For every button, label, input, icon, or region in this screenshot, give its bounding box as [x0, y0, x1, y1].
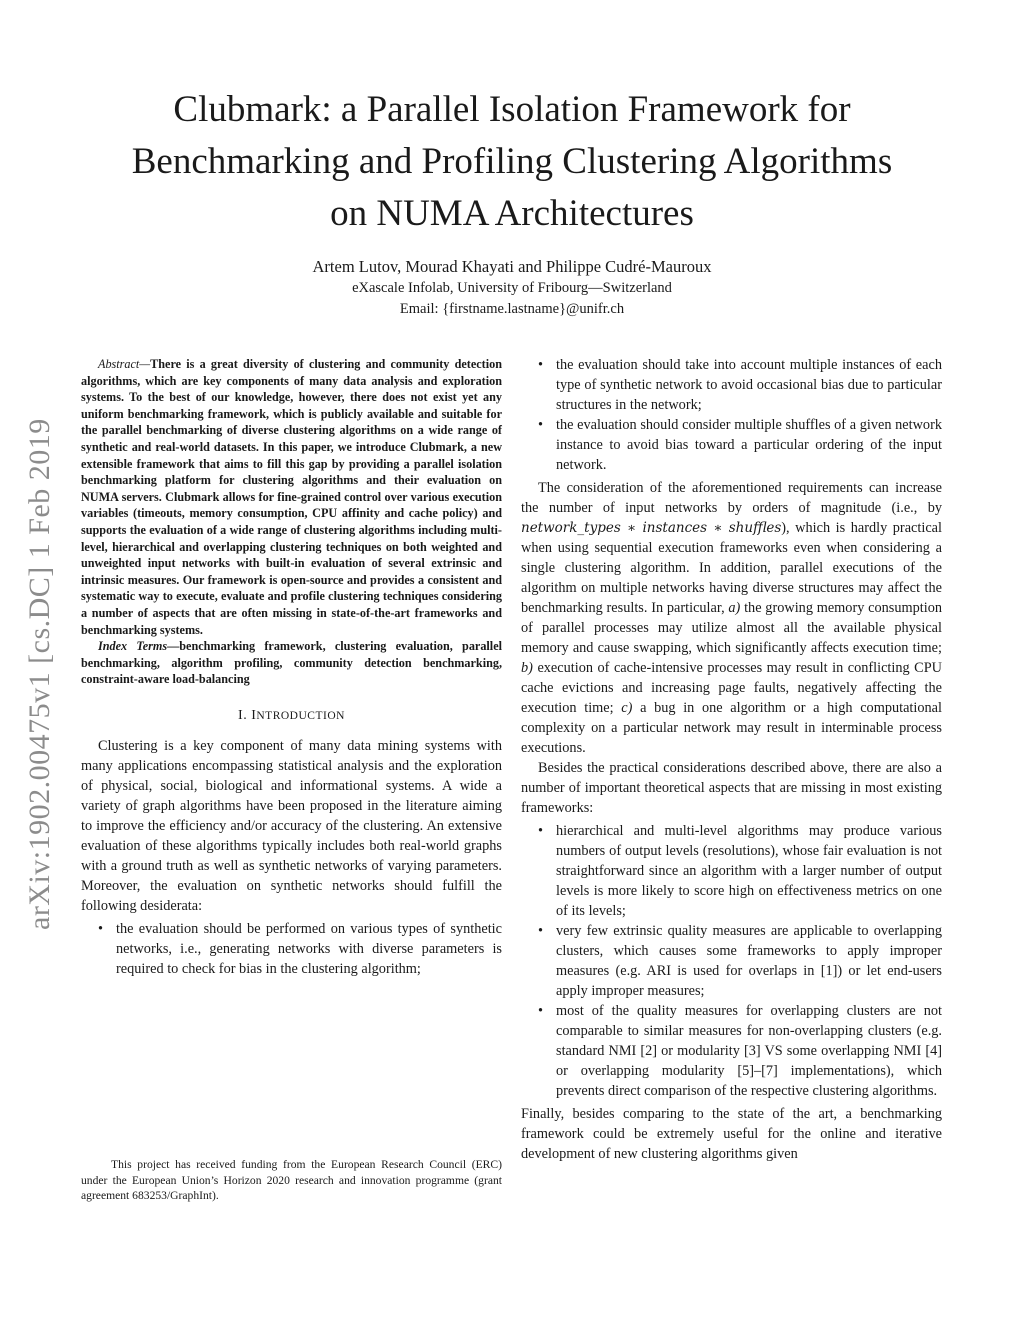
enum-a: a): [728, 600, 741, 616]
abstract-label: Abstract—: [98, 357, 151, 371]
enum-b: b): [521, 660, 533, 676]
title-line-1: Clubmark: a Parallel Isolation Framework for: [173, 89, 851, 130]
math-expression: network_types ∗ instances ∗ shuffles: [521, 520, 782, 536]
paragraph-finally: Finally, besides comparing to the state of the art, a benchmarking framework could be extremely useful for the online and iterative development of new clustering algorithms given: [521, 1106, 942, 1162]
paper-title: [60, 84, 964, 240]
author-list: Artem Lutov, Mourad Khayati and Philippe Cudré-Mauroux: [312, 257, 712, 276]
section-number: I. I: [238, 707, 257, 723]
index-terms-text: —benchmarking framework, clustering evaluation, parallel benchmarking, algorithm profiling, community detection benchmarking, constraint-aware load-balancing: [81, 639, 502, 687]
abstract: [81, 356, 502, 638]
index-terms: [81, 638, 502, 688]
section-heading-introduction: [81, 706, 502, 726]
desiderata-list-right: [521, 355, 942, 475]
list-item: • very few extrinsic quality measures are applicable to overlapping clusters, which causes some frameworks to apply improper measures (e.g. ARI is used for overlaps in [1]) or let end-users apply improper measures;: [556, 921, 942, 1001]
intro-paragraph-1: Clustering is a key component of many data mining systems with many applications encompassing statistical analysis and the exploration of physical, social, biological and informational systems. A wide a variety of graph algorithms have been proposed in the literature aiming to improve the efficiency and/or accuracy of the clustering. An extensive evaluation of these algorithms typically includes both real-world graphs with a ground truth as well as synthetic networks of varying parameters. Moreover, the evaluation on synthetic networks should fulfill the following desiderata:: [81, 737, 502, 914]
text-run: The consideration of the aforementioned requirements can increase the number of input networks by orders of magnitude (i.e., by: [521, 480, 942, 516]
index-terms-label: Index Terms: [98, 639, 168, 654]
list-item: • hierarchical and multi-level algorithms may produce various numbers of output levels (resolutions), whose fair evaluation is not straightforward since an algorithm with a larger number of output levels is more likely to score high on effectiveness metrics on one of its levels;: [556, 821, 942, 921]
arxiv-stamp: arXiv:1902.00475v1 [cs.DC] 1 Feb 2019: [23, 418, 56, 930]
aspects-list: [521, 821, 942, 1101]
desiderata-list-left: [81, 919, 502, 979]
paragraph-theoretical: Besides the practical considerations described above, there are also a number of important theoretical aspects that are missing in most existing frameworks:: [521, 760, 942, 816]
funding-footnote: [81, 1157, 502, 1204]
text-run: ), which is hardly practical when using sequential execution frameworks even when considering a single clustering algorithm. In addition, parallel executions of the algorithm on multiple networks having diverse structures may affect the benchmarking results. In particular,: [521, 520, 942, 616]
list-item: • most of the quality measures for overlapping clusters are not comparable to similar measures for non-overlapping clusters (e.g. standard NMI [2] or modularity [3] VS some overlapping NMI [4] or overlapping modularity [5]–[7] implementations), which prevents direct comparison of the respective clustering algorithms.: [556, 1001, 942, 1101]
text-run: execution of cache-intensive processes may result in conflicting CPU cache evictions and increasing page faults, negatively affecting the execution time;: [521, 660, 942, 716]
section-heading-rest: NTRODUCTION: [256, 709, 345, 722]
list-item: • the evaluation should consider multiple shuffles of a given network instance to avoid bias toward a particular ordering of the input network.: [556, 415, 942, 475]
title-line-2: Benchmarking and Profiling Clustering Algorithms: [131, 141, 893, 182]
paragraph-requirements: [521, 478, 942, 758]
abstract-text: There is a great diversity of clustering and community detection algorithms, which are key components of many data analysis and exploration systems. To the best of our knowledge, however, there does not exist yet any uniform benchmarking framework, which is publicly available and suitable for the parallel benchmarking of diverse clustering algorithms on a wide range of synthetic and real-world datasets. In this paper, we introduce Clubmark, a new extensible framework that aims to fill this gap by providing a parallel isolation benchmarking platform for clustering algorithms and their evaluation on NUMA servers. Clubmark allows for fine-grained control over various execution variables (timeouts, memory consumption, CPU affinity and cache policy) and supports the evaluation of a wide range of clustering algorithms including multi-level, hierarchical and overlapping clustering techniques on both weighted and unweighted input networks with built-in evaluation of several extrinsic and intrinsic measures. Our framework is open-source and provides a consistent and systematic way to execute, evaluate and profile clustering techniques considering a number of aspects that are often missing in state-of-the-art frameworks and benchmarking systems.: [81, 357, 502, 637]
right-column: [521, 355, 942, 1164]
enum-c: c): [621, 700, 633, 716]
title-line-3: on NUMA Architectures: [330, 193, 694, 234]
text-run: the growing memory consumption of parallel processes may utilize almost all the available physical memory and cause swapping, which significantly affects execution time;: [521, 600, 942, 656]
list-item: • the evaluation should be performed on various types of synthetic networks, i.e., generating networks with diverse parameters is required to check for bias in the clustering algorithm;: [116, 919, 502, 979]
left-column: [81, 356, 502, 982]
email-line: Email: {firstname.lastname}@unifr.ch: [399, 301, 625, 317]
text-run: a bug in one algorithm or a high computational complexity on a particular network may result in interminable process executions.: [521, 700, 942, 756]
affiliation: eXascale Infolab, University of Fribourg—Switzerland: [352, 280, 672, 296]
footnote-text: This project has received funding from the European Research Council (ERC) under the European Union’s Horizon 2020 research and innovation programme (grant agreement 683253/GraphInt).: [81, 1158, 502, 1202]
list-item: • the evaluation should take into account multiple instances of each type of synthetic network to avoid occasional bias due to particular structures in the network;: [556, 355, 942, 415]
